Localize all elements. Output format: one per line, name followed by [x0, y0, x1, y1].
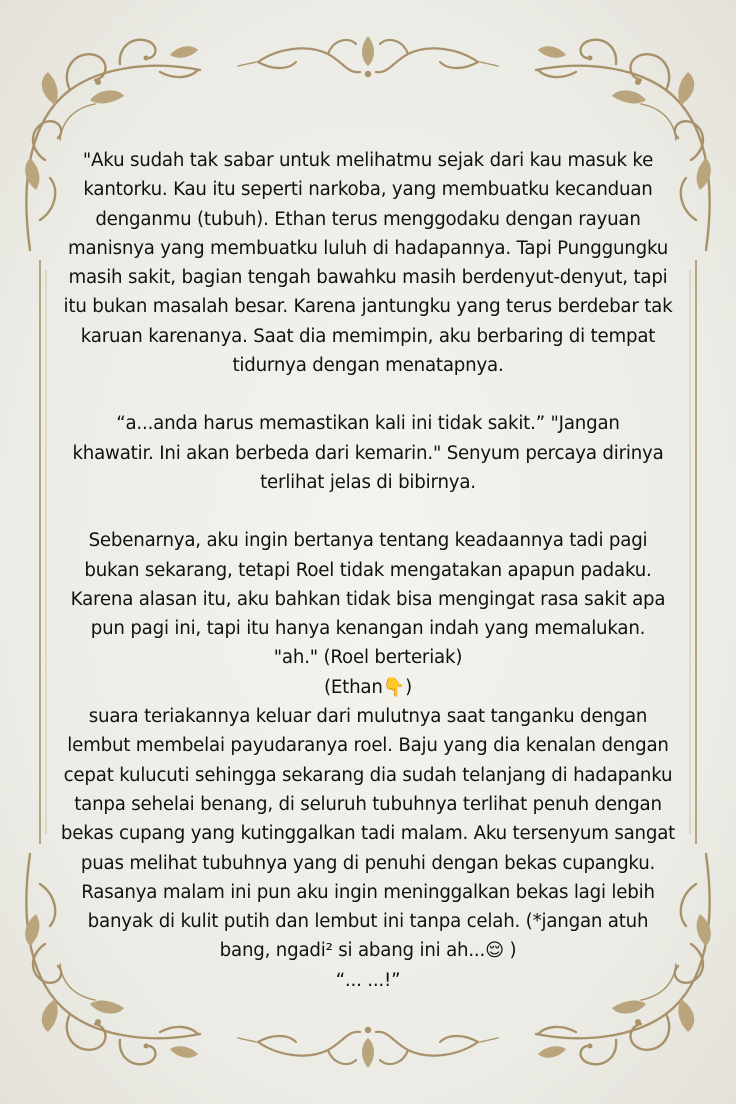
text-line: terlihat jelas di bibirnya.	[260, 471, 476, 493]
text-line: masih sakit, bagian tengah bawahku masih berdenyut-denyut, tapi	[68, 267, 668, 289]
text-line: manisnya yang membuatku luluh di hadapannya. Tapi Punggungku	[67, 237, 669, 259]
paragraph-1	[56, 146, 680, 380]
top-center-ornament	[238, 36, 498, 77]
text-line: kantorku. Kau itu seperti narkoba, yang membuatku kecanduan	[83, 179, 653, 201]
text-line: lembut membelai payudaranya roel. Baju yang dia kenalan dengan	[67, 735, 669, 757]
text-line: tanpa sehelai benang, di seluruh tubuhnya terlihat penuh dengan	[74, 793, 662, 815]
text-line: bekas cupang yang kutinggalkan tadi malam. Aku tersenyum sangat	[60, 823, 676, 845]
text-line: puas melihat tubuhnya yang di penuhi dengan bekas cupangku.	[80, 852, 656, 874]
text-line: Sebenarnya, aku ingin bertanya tentang keadaannya tadi pagi	[88, 530, 648, 552]
text-line: khawatir. Ini akan berbeda dari kemarin." Senyum percaya dirinya	[72, 442, 664, 464]
story-text	[56, 146, 680, 995]
text-line: (Ethan👇)	[323, 676, 413, 698]
paragraph-3	[56, 526, 680, 995]
text-line: "ah." (Roel berteriak)	[273, 647, 463, 669]
text-line: Rasanya malam ini pun aku ingin meninggalkan bekas lagi lebih	[81, 881, 655, 903]
text-line: “a...anda harus memastikan kali ini tidak sakit.” "Jangan	[116, 413, 620, 435]
paragraph-2	[56, 409, 680, 497]
bottom-center-ornament	[238, 1027, 498, 1068]
text-line: bukan sekarang, tetapi Roel tidak mengatakan apapun padaku.	[84, 559, 652, 581]
text-line: pun pagi ini, tapi itu hanya kenangan indah yang memalukan.	[90, 618, 646, 640]
text-line: banyak di kulit putih dan lembut ini tanpa celah. (*jangan atuh	[87, 911, 649, 933]
text-line: suara teriakannya keluar dari mulutnya saat tanganku dengan	[88, 706, 648, 728]
text-line: denganmu (tubuh). Ethan terus menggodaku dengan rayuan	[95, 208, 641, 230]
text-line: tidurnya dengan menatapnya.	[232, 355, 504, 377]
text-line: “... ...!”	[335, 969, 401, 991]
text-line: itu bukan masalah besar. Karena jantungku yang terus berdebar tak	[63, 296, 673, 318]
text-line: "Aku sudah tak sabar untuk melihatmu sejak dari kau masuk ke	[82, 150, 654, 171]
text-line: cepat kulucuti sehingga sekarang dia sudah telanjang di hadapanku	[63, 764, 673, 786]
text-line: karuan karenanya. Saat dia memimpin, aku berbaring di tempat	[80, 325, 656, 347]
text-line: Karena alasan itu, aku bahkan tidak bisa mengingat rasa sakit apa	[70, 588, 666, 610]
text-line: bang, ngadi² si abang ini ah...😌 )	[219, 940, 517, 962]
